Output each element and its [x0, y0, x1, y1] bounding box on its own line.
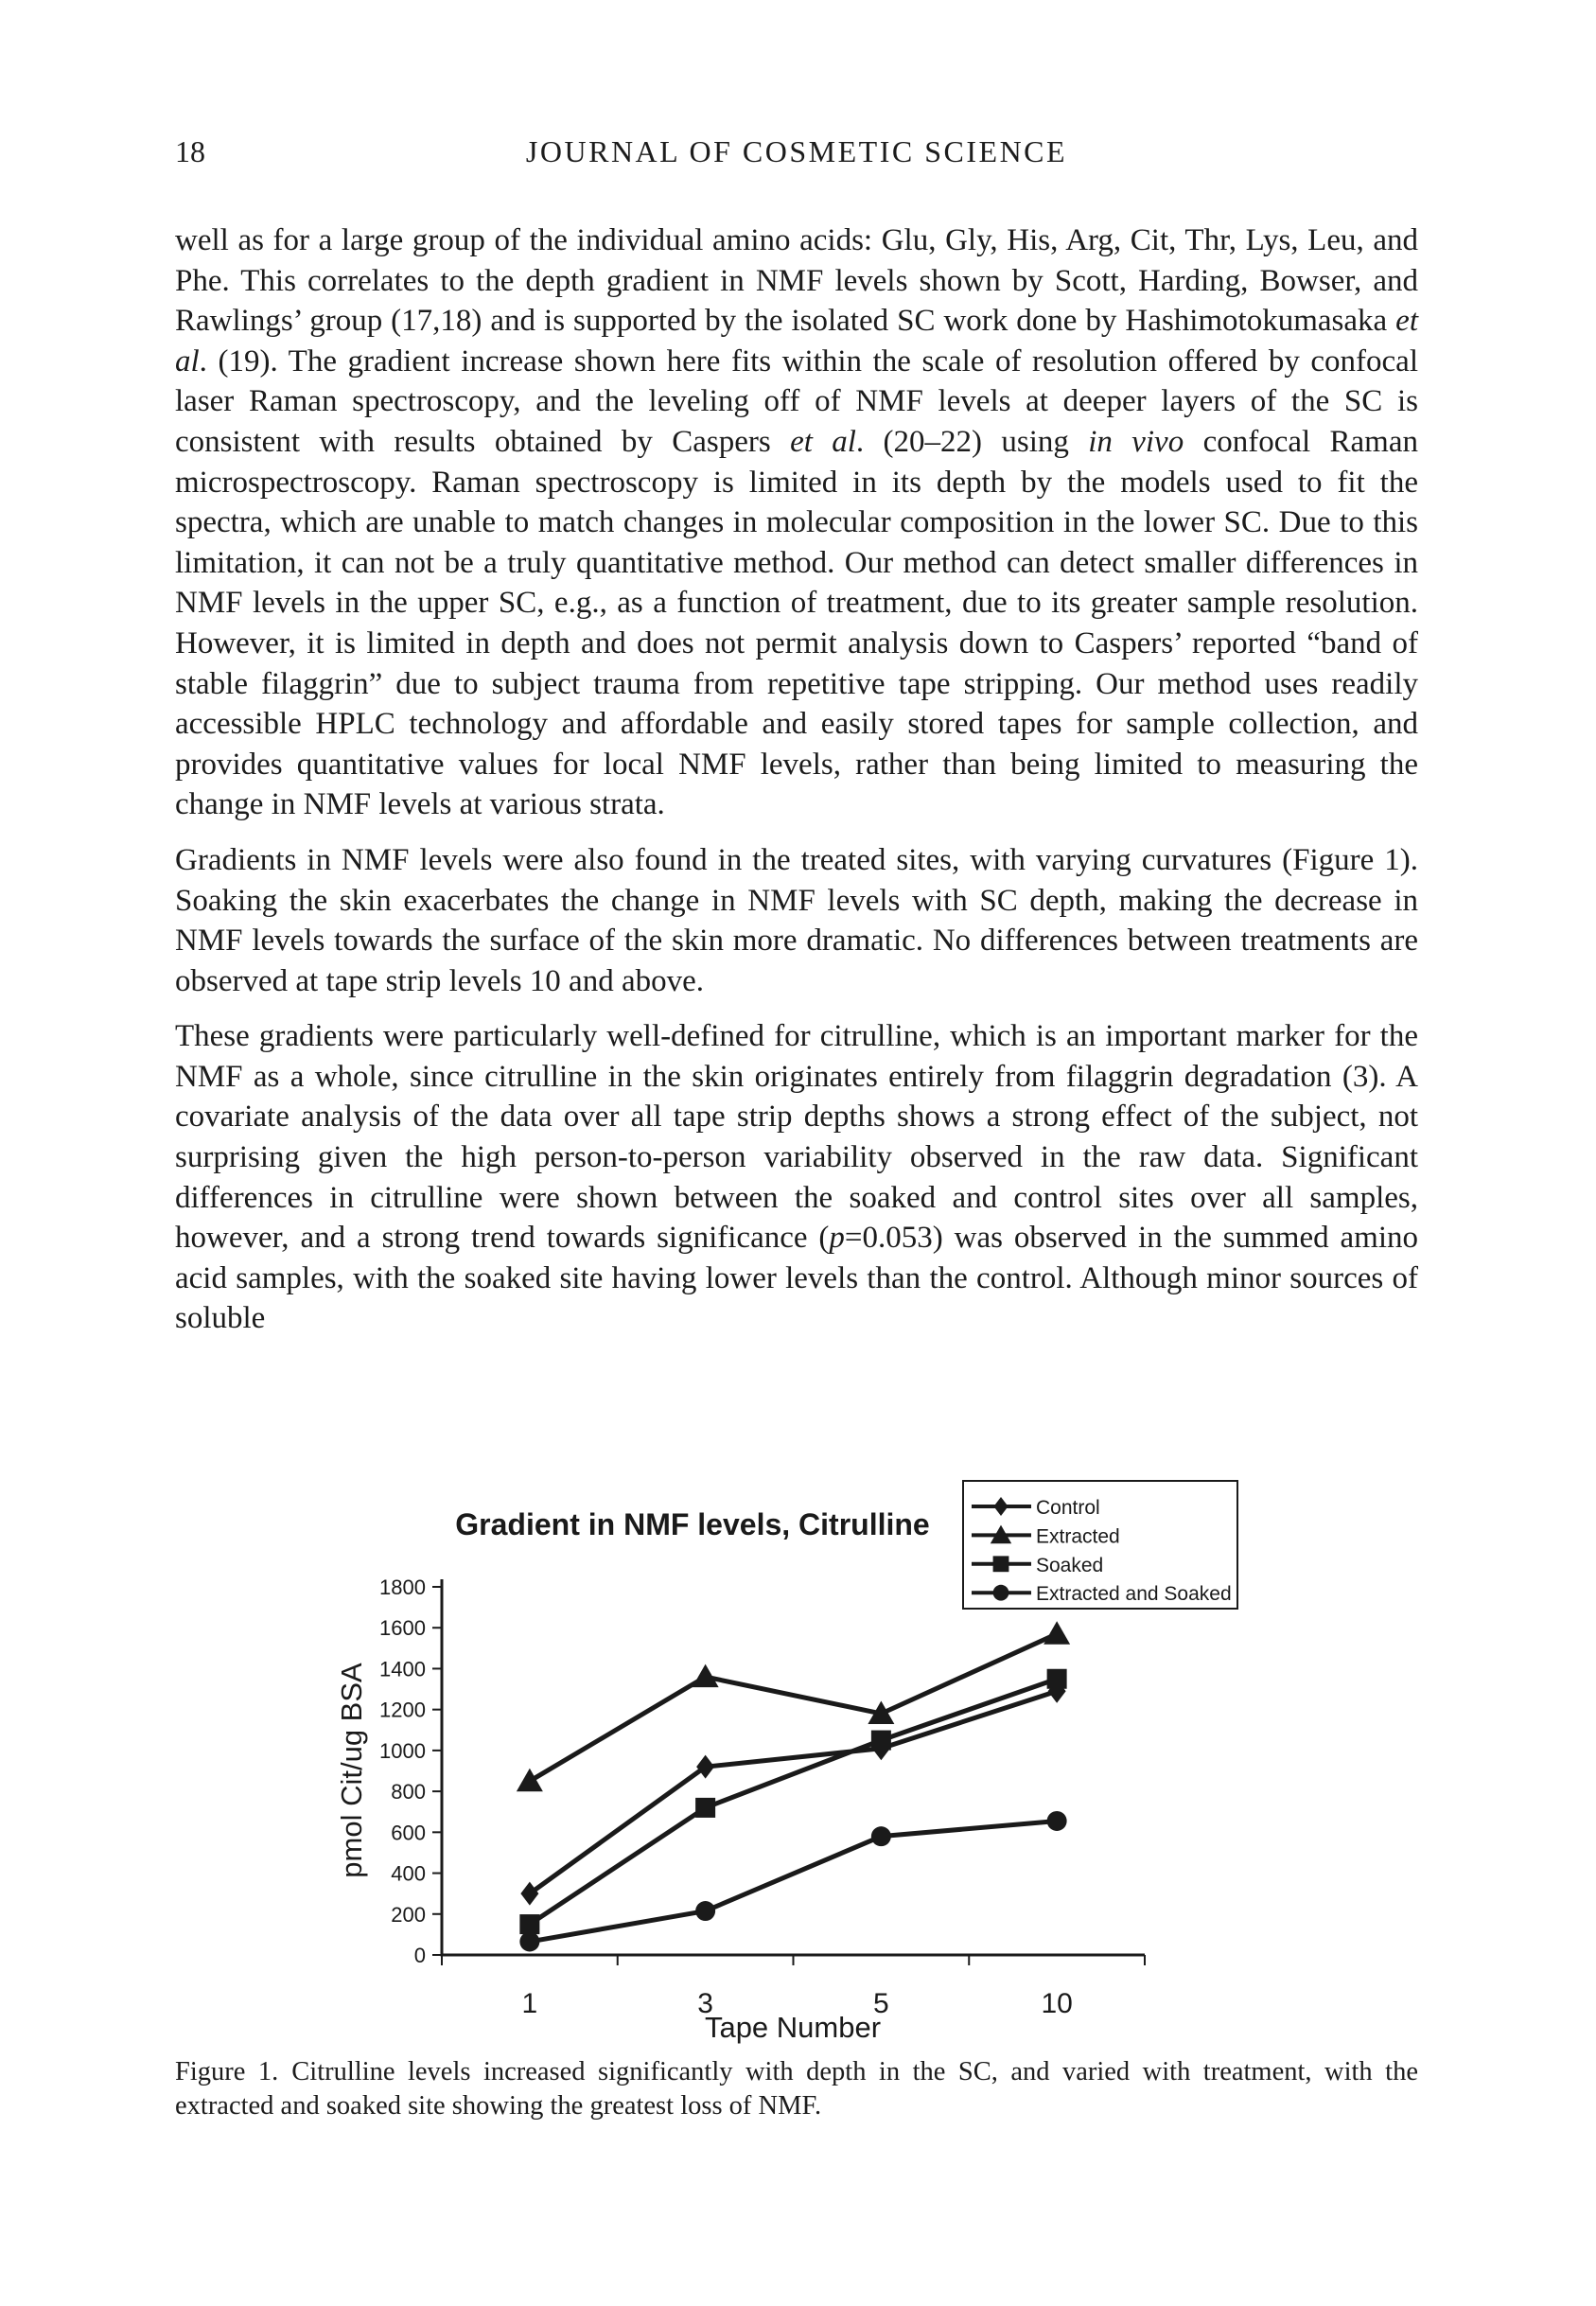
circle-marker: [1047, 1811, 1067, 1831]
triangle-marker: [1044, 1621, 1070, 1645]
y-tick-label: 800: [391, 1780, 426, 1804]
y-tick-label: 400: [391, 1861, 426, 1886]
x-tick-label: 10: [1041, 1988, 1073, 2019]
legend-label: Control: [1036, 1497, 1100, 1519]
series-soaked: [519, 1669, 1066, 1934]
circle-legend-marker: [993, 1585, 1009, 1601]
figure-caption: [175, 2055, 1418, 2122]
series-extracted: [517, 1621, 1070, 1791]
circle-marker: [695, 1901, 715, 1921]
page-number: 18: [175, 134, 205, 168]
y-axis-label: pmol Cit/ug BSA: [335, 1663, 368, 1878]
square-marker: [519, 1914, 539, 1934]
square-marker: [695, 1798, 715, 1818]
x-axis-ticks: [442, 1955, 1145, 2019]
circle-marker: [519, 1931, 539, 1951]
figure-chart: [274, 1462, 1287, 2077]
x-tick-label: 5: [873, 1988, 889, 2019]
chart-legend: [963, 1481, 1237, 1609]
body-paragraph: These gradients were particularly well-defined for citrulline, which is an important marker for the NMF as a whole, since citrulline in the skin originates entirely from filaggrin degradation (3). A covariate analysis of the data over all tape strip depths shows a strong effect of the subject, not surprising given the high person-to-person variability observed in the raw data. Significant differences in citrulline were shown between the soaked and control sites over all samples, however, and a strong trend towards significance (p=0.053) was observed in the summed amino acid samples, with the soaked site having lower levels than the control. Although minor sources of soluble: [175, 1019, 1418, 1336]
triangle-marker: [517, 1769, 543, 1792]
y-tick-label: 1000: [379, 1738, 426, 1763]
triangle-marker: [693, 1664, 719, 1688]
diamond-marker: [696, 1755, 714, 1779]
y-tick-label: 1200: [379, 1698, 426, 1722]
body-paragraph: Gradients in NMF levels were also found in the treated sites, with varying curvatures (Figure 1). Soaking the skin exacerbates the change in NMF levels with SC depth, making the decrease in NMF levels towards the surface of the skin more dramatic. No differences between treatments are observed at tape strip levels 10 and above.: [175, 842, 1418, 998]
y-axis-ticks: [379, 1575, 442, 1967]
x-tick-label: 3: [697, 1988, 713, 2019]
body-paragraph: well as for a large group of the individual amino acids: Glu, Gly, His, Arg, Cit, Thr, Lys, Leu, and Phe. This correlates to the depth gradient in NMF levels shown by Scott, Harding, Bowser, and Rawlings’ group (17,18) and is supported by the isolated SC work done by Hashimotokumasaka et al. (19). The gradient increase shown here fits within the scale of resolution offered by confocal laser Raman spectroscopy, and the leveling off of NMF levels at deeper layers of the SC is consistent with results obtained by Caspers et al. (20–22) using in vivo confocal Raman microspectroscopy. Raman spectroscopy is limited in its depth by the models used to fit the spectra, which are unable to match changes in molecular composition in the lower SC. Due to this limitation, it can not be a truly quantitative method. Our method can detect smaller differences in NMF levels in the upper SC, e.g., as a function of treatment, due to its greater sample resolution. However, it is limited in depth and does not permit analysis down to Caspers’ reported “band of stable filaggrin” due to subject trauma from repetitive tape stripping. Our method uses readily accessible HPLC technology and affordable and easily stored tapes for sample collection, and provides quantitative values for local NMF levels, rather than being limited to measuring the change in NMF levels at various strata.: [175, 223, 1419, 822]
legend-label: Soaked: [1036, 1554, 1104, 1576]
series-extracted-and-soaked: [519, 1811, 1066, 1952]
figure-caption-label: Figure 1.: [175, 2057, 279, 2086]
figure-caption-text: Citrulline levels increased significantly with depth in the SC, and varied with treatment, with the extracted and soaked site showing the greatest loss of NMF.: [175, 2057, 1418, 2121]
chart-title: Gradient in NMF levels, Citrulline: [455, 1507, 930, 1541]
square-marker: [871, 1731, 891, 1751]
journal-title: JOURNAL OF COSMETIC SCIENCE: [525, 134, 1068, 168]
legend-label: Extracted and Soaked: [1036, 1583, 1232, 1606]
article-body: [175, 220, 1418, 1354]
square-legend-marker: [993, 1556, 1009, 1572]
y-tick-label: 600: [391, 1821, 426, 1845]
y-tick-label: 200: [391, 1902, 426, 1927]
diamond-marker: [520, 1882, 538, 1906]
legend-label: Extracted: [1036, 1525, 1120, 1548]
y-tick-label: 1600: [379, 1616, 426, 1641]
x-tick-label: 1: [521, 1988, 538, 2019]
chart-axes: [442, 1579, 1145, 1955]
page-header: [175, 134, 1418, 176]
square-marker: [1047, 1669, 1067, 1689]
y-tick-label: 1800: [379, 1575, 426, 1599]
y-tick-label: 0: [413, 1944, 426, 1967]
y-tick-label: 1400: [379, 1657, 426, 1681]
circle-marker: [871, 1826, 891, 1846]
x-axis-label: Tape Number: [704, 2011, 882, 2044]
figure-1: [274, 1462, 1287, 2077]
